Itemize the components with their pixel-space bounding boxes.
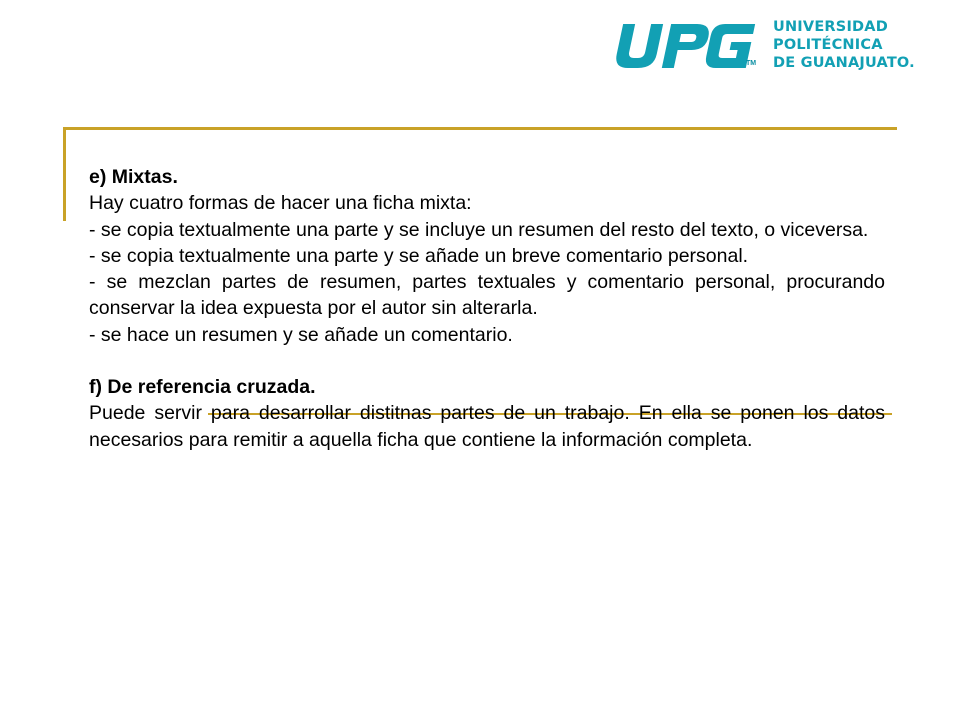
- upg-logo-icon: [610, 20, 766, 72]
- university-name-line-3: DE GUANAJUATO.: [773, 55, 915, 71]
- section-e-item: - se copia textualmente una parte y se incluye un resumen del resto del texto, o viceversa.: [89, 218, 869, 241]
- university-logo: [610, 14, 930, 74]
- university-name: [773, 18, 915, 72]
- section-e-item: - se hace un resumen y se añade un comentario.: [89, 323, 513, 346]
- frame-left-line: [63, 127, 66, 221]
- university-name-line-1: UNIVERSIDAD: [773, 19, 888, 35]
- section-e-intro: Hay cuatro formas de hacer una ficha mixta:: [89, 192, 472, 215]
- section-spacer: [89, 348, 885, 374]
- section-e-item: - se copia textualmente una parte y se añade un breve comentario personal.: [89, 244, 749, 267]
- slide-content: [89, 164, 885, 453]
- section-e-item: - se mezclan partes de resumen, partes textuales y comentario personal, procurando conservar la idea expuesta por el autor sin alterarla.: [89, 271, 885, 320]
- frame-top-line: [63, 127, 897, 130]
- section-e-heading: e) Mixtas.: [89, 166, 178, 188]
- trademark-mark: TM: [746, 60, 757, 67]
- section-f-body: Puede servir para desarrollar distitnas partes de un trabajo. En ella se ponen los datos necesarios para remitir a aquella ficha que contiene la información completa.: [89, 402, 885, 451]
- section-f-heading: f) De referencia cruzada.: [89, 376, 316, 399]
- upg-logo-mark: [610, 20, 766, 78]
- university-name-line-2: POLITÉCNICA: [773, 37, 883, 53]
